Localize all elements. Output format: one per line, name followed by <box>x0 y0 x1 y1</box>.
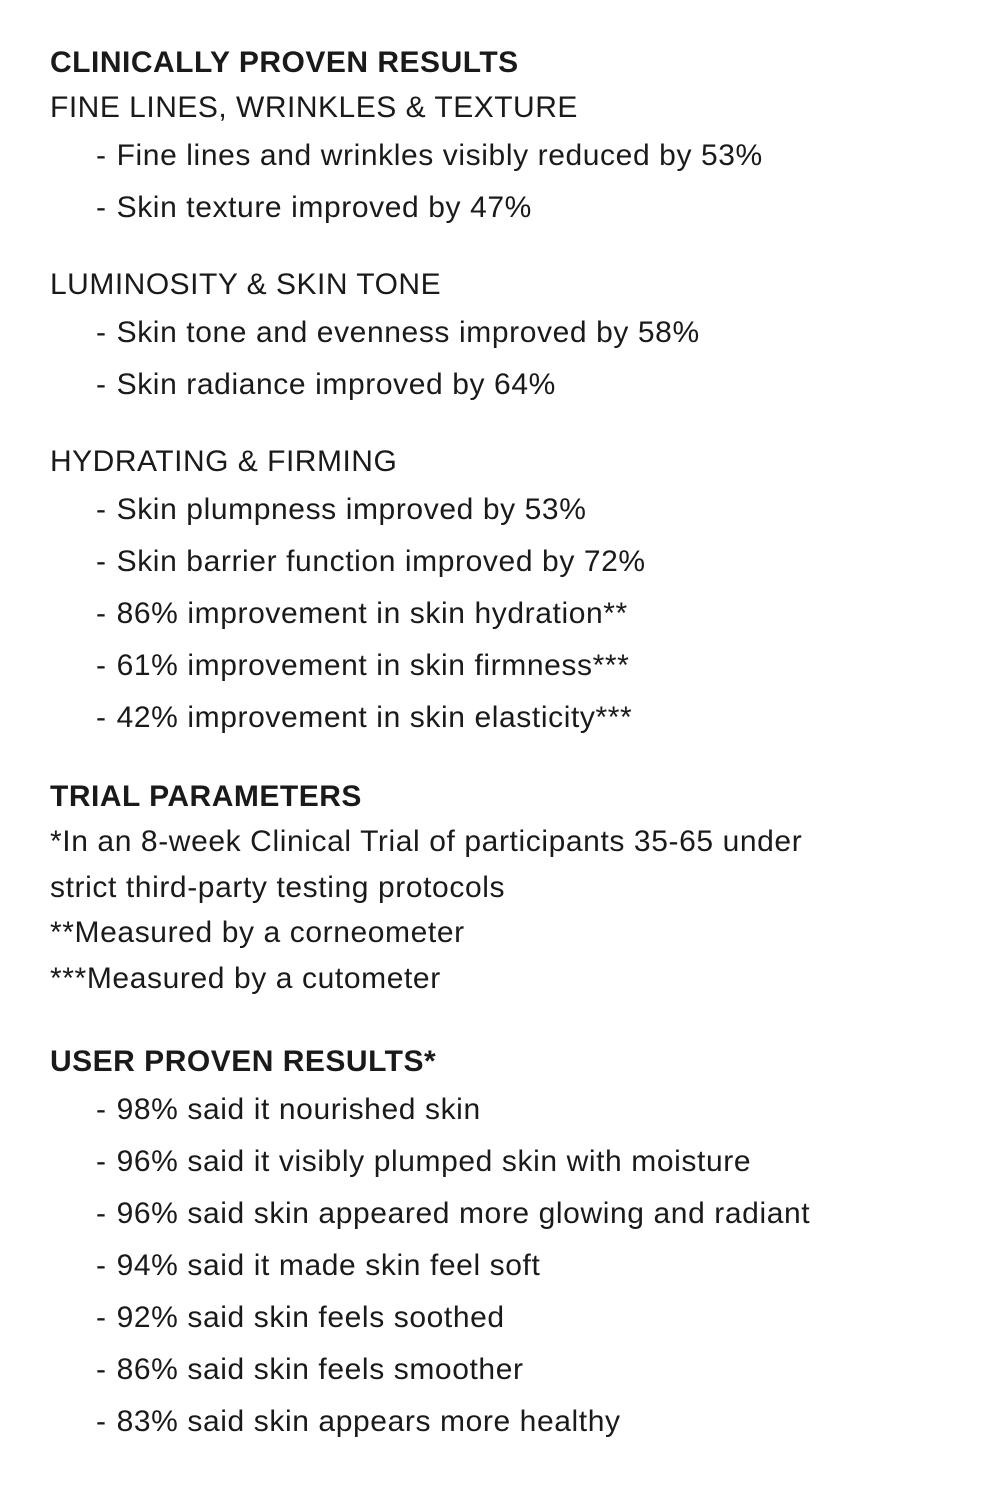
trial-parameters-notes <box>50 819 970 1001</box>
list-item <box>96 640 970 692</box>
list-item <box>96 359 970 411</box>
list-item-text: Skin tone and evenness improved by 58% <box>116 316 700 349</box>
bullet-dash: - <box>96 368 107 401</box>
list-item-text: 96% said it visibly plumped skin with moisture <box>116 1145 752 1178</box>
list-item-text: Skin plumpness improved by 53% <box>116 493 587 526</box>
trial-note-line: *In an 8-week Clinical Trial of participants 35-65 under <box>50 825 803 858</box>
list-item <box>96 484 970 536</box>
list-item <box>96 1240 970 1292</box>
group-title-luminosity: LUMINOSITY & SKIN TONE <box>50 268 442 301</box>
list-item <box>96 1136 970 1188</box>
bullet-dash: - <box>96 597 107 630</box>
list-item-text: 42% improvement in skin elasticity*** <box>116 701 633 734</box>
bullet-dash: - <box>96 1353 107 1386</box>
list-item <box>96 182 970 234</box>
list-item-text: Skin texture improved by 47% <box>116 191 532 224</box>
group-title-texture: FINE LINES, WRINKLES & TEXTURE <box>50 91 578 124</box>
texture-results-list <box>50 130 970 234</box>
list-item-text: 86% said skin feels smoother <box>116 1353 524 1386</box>
bullet-dash: - <box>96 191 107 224</box>
bullet-dash: - <box>96 1405 107 1438</box>
group-title-hydrating: HYDRATING & FIRMING <box>50 445 398 478</box>
hydrating-results-list <box>50 484 970 744</box>
list-item <box>96 1396 970 1448</box>
list-item-text: 94% said it made skin feel soft <box>116 1249 541 1282</box>
bullet-dash: - <box>96 493 107 526</box>
bullet-dash: - <box>96 1145 107 1178</box>
bullet-dash: - <box>96 545 107 578</box>
trial-note-line: strict third-party testing protocols <box>50 870 506 904</box>
list-item-text: 61% improvement in skin firmness*** <box>116 649 630 682</box>
results-document <box>50 40 970 1448</box>
clinical-results-heading: CLINICALLY PROVEN RESULTS <box>50 46 519 79</box>
list-item-text: 83% said skin appears more healthy <box>116 1405 621 1438</box>
user-results-heading: USER PROVEN RESULTS* <box>50 1045 437 1078</box>
list-item-text: Fine lines and wrinkles visibly reduced by 53% <box>116 139 763 172</box>
trial-note-line: **Measured by a corneometer <box>50 916 465 949</box>
list-item <box>96 130 970 182</box>
list-item <box>96 1344 970 1396</box>
bullet-dash: - <box>96 139 107 172</box>
bullet-dash: - <box>96 649 107 682</box>
list-item-text: 92% said skin feels soothed <box>116 1301 505 1334</box>
trial-note-line: ***Measured by a cutometer <box>50 961 441 995</box>
bullet-dash: - <box>96 1197 107 1230</box>
list-item <box>96 536 970 588</box>
list-item-text: 96% said skin appeared more glowing and radiant <box>116 1197 811 1230</box>
luminosity-results-list <box>50 307 970 411</box>
bullet-dash: - <box>96 1301 107 1334</box>
list-item-text: Skin radiance improved by 64% <box>116 368 556 401</box>
bullet-dash: - <box>96 701 107 734</box>
list-item <box>96 1084 970 1136</box>
bullet-dash: - <box>96 1249 107 1282</box>
bullet-dash: - <box>96 316 107 349</box>
trial-parameters-heading: TRIAL PARAMETERS <box>50 780 362 813</box>
list-item-text: 98% said it nourished skin <box>116 1093 481 1126</box>
user-results-list <box>50 1084 970 1448</box>
bullet-dash: - <box>96 1093 107 1126</box>
list-item <box>96 588 970 640</box>
list-item <box>96 307 970 359</box>
list-item <box>96 1292 970 1344</box>
list-item-text: 86% improvement in skin hydration** <box>116 597 628 630</box>
list-item <box>96 692 970 744</box>
list-item-text: Skin barrier function improved by 72% <box>116 545 646 578</box>
list-item <box>96 1188 970 1240</box>
